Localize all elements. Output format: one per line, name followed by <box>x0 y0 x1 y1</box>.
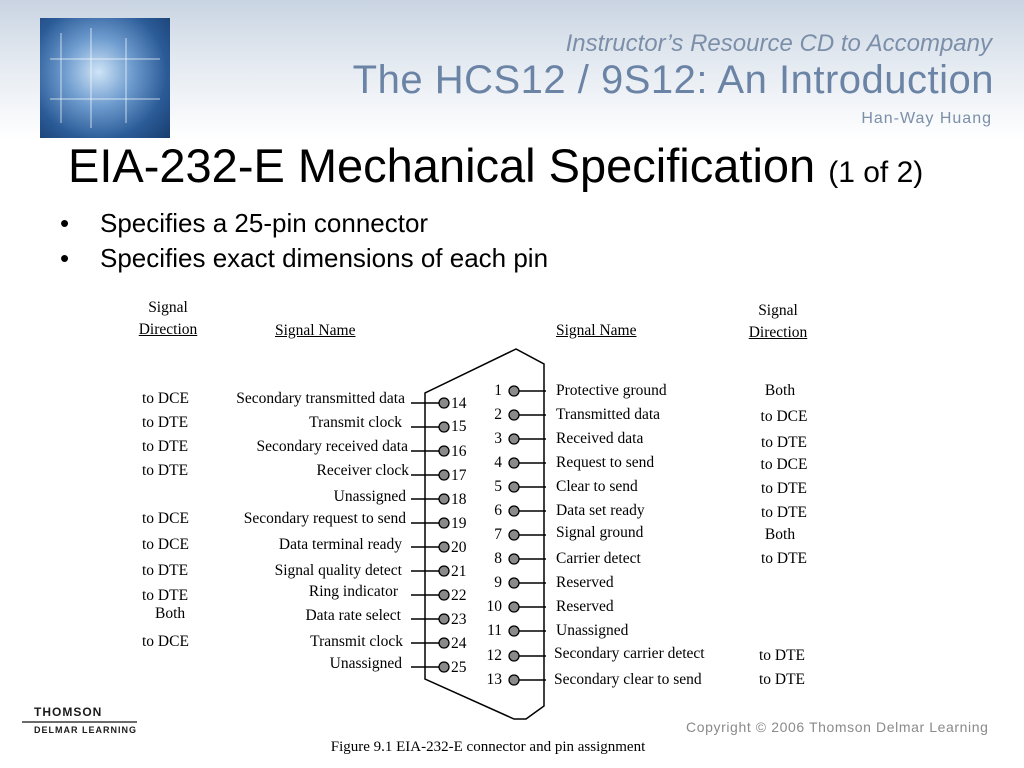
pin-contact-right <box>509 626 519 636</box>
pin-contact-left <box>439 422 449 432</box>
right-pin-name: Clear to send <box>556 478 638 495</box>
left-pin-direction: to DTE <box>142 414 189 431</box>
left-pin-name: Unassigned <box>333 488 406 505</box>
left-pin-number: 17 <box>451 467 467 484</box>
right-pin-number: 8 <box>494 550 502 567</box>
left-pin-number: 19 <box>451 515 467 532</box>
left-pin-name: Transmit clock <box>309 414 402 431</box>
pin-contact-left <box>439 398 449 408</box>
left-pin-name: Secondary request to send <box>243 510 406 527</box>
left-pin-direction: to DCE <box>142 510 189 527</box>
copyright-notice: Copyright © 2006 Thomson Delmar Learning <box>686 719 989 735</box>
right-pin-name: Reserved <box>556 574 614 591</box>
right-pin-direction: to DTE <box>758 647 806 664</box>
right-heading-signal-name: Signal Name <box>556 322 637 339</box>
pin-contact-left <box>439 614 449 624</box>
left-pin-number: 23 <box>451 611 467 628</box>
pin-contact-left <box>439 542 449 552</box>
right-pin-direction: to DCE <box>760 408 808 425</box>
right-pin-direction: to DTE <box>760 550 808 567</box>
pin-contact-right <box>509 434 519 444</box>
pin-contact-right <box>509 386 519 396</box>
right-heading-signal: Signal <box>758 302 798 319</box>
right-pin-number: 10 <box>486 598 502 615</box>
figure-caption: Figure 9.1 EIA-232-E connector and pin assignment <box>330 739 646 755</box>
pin-contact-right <box>509 482 519 492</box>
right-pin-number: 11 <box>487 622 502 639</box>
right-pin-number: 5 <box>494 478 502 495</box>
slide-title-part: (1 of 2) <box>828 156 924 189</box>
left-pin-number: 22 <box>451 587 467 604</box>
right-pin-name: Data set ready <box>556 502 645 519</box>
right-pin-direction: to DCE <box>760 456 808 473</box>
left-heading-signal-name: Signal Name <box>275 322 356 339</box>
pin-contact-right <box>509 554 519 564</box>
pin-contact-right <box>509 410 519 420</box>
right-pin-name: Carrier detect <box>556 550 641 567</box>
left-pin-direction: to DCE <box>142 633 189 650</box>
left-pin-name: Signal quality detect <box>274 562 402 579</box>
left-pin-number: 25 <box>451 659 467 676</box>
right-pin-name: Transmitted data <box>556 406 661 423</box>
right-pin-name: Secondary clear to send <box>554 671 702 688</box>
left-pin-direction: to DTE <box>142 462 189 479</box>
publisher-logo-sub: DELMAR LEARNING <box>34 725 137 735</box>
right-pin-number: 3 <box>494 430 502 447</box>
left-pin-direction: Both <box>155 605 186 622</box>
right-pin-name: Received data <box>556 430 644 447</box>
pin-contact-left <box>439 662 449 672</box>
pin-contact-left <box>439 470 449 480</box>
left-pin-direction: to DTE <box>142 438 189 455</box>
left-pin-name: Receiver clock <box>316 462 409 479</box>
left-pin-direction: to DCE <box>142 536 189 553</box>
right-heading-direction: Direction <box>748 324 808 341</box>
right-pin-direction: to DTE <box>760 480 808 497</box>
right-pin-number: 9 <box>494 574 502 591</box>
right-pin-direction: to DTE <box>760 434 808 451</box>
right-pin-number: 13 <box>486 671 502 688</box>
right-pin-number: 1 <box>494 382 502 399</box>
bullet-text: Specifies exact dimensions of each pin <box>100 243 549 273</box>
left-pin-direction: to DTE <box>142 562 189 579</box>
right-pin-name: Request to send <box>556 454 655 471</box>
header-book-title: The HCS12 / 9S12: An Introduction <box>352 58 994 102</box>
left-pin-name: Data rate select <box>305 607 401 624</box>
left-pin-number: 24 <box>451 635 467 652</box>
left-pin-number: 18 <box>451 491 467 508</box>
right-pin-number: 7 <box>494 526 502 543</box>
pin-contact-left <box>439 518 449 528</box>
right-pin-direction: Both <box>764 526 796 543</box>
right-pin-name: Reserved <box>556 598 614 615</box>
left-pin-name: Secondary received data <box>256 438 408 455</box>
left-heading-direction: Direction <box>138 321 198 338</box>
slide-title-main: EIA-232-E Mechanical Specification <box>68 139 816 192</box>
header-subtitle: Instructor’s Resource CD to Accompany <box>565 30 992 57</box>
right-pin-number: 12 <box>486 647 502 664</box>
pin-contact-left <box>439 590 449 600</box>
pin-contact-left <box>439 494 449 504</box>
right-pin-name: Protective ground <box>556 382 667 399</box>
right-pin-name: Secondary carrier detect <box>554 645 705 662</box>
pin-contact-right <box>509 506 519 516</box>
left-heading-signal: Signal <box>148 299 188 316</box>
right-pin-direction: Both <box>764 382 796 399</box>
left-pin-number: 21 <box>451 563 467 580</box>
right-pin-name: Unassigned <box>556 622 629 639</box>
left-pin-name: Ring indicator <box>308 583 398 600</box>
right-pin-direction: to DTE <box>758 671 806 688</box>
right-pin-direction: to DTE <box>760 504 808 521</box>
pin-contact-left <box>439 566 449 576</box>
left-pin-name: Secondary transmitted data <box>236 390 405 407</box>
publisher-logo-name: THOMSON <box>34 705 103 719</box>
left-pin-name: Data terminal ready <box>278 536 402 553</box>
left-pin-number: 15 <box>451 418 467 435</box>
pin-contact-right <box>509 578 519 588</box>
right-pin-number: 6 <box>494 502 502 519</box>
right-pin-number: 4 <box>494 454 502 471</box>
bullet-icon: • <box>60 208 70 238</box>
bullet-icon: • <box>60 243 70 273</box>
right-pin-number: 2 <box>494 406 502 423</box>
pin-contact-right <box>509 651 519 661</box>
header-author: Han-Way Huang <box>861 110 992 127</box>
pin-contact-right <box>509 530 519 540</box>
publisher-logo <box>22 705 137 735</box>
pin-contact-right <box>509 675 519 685</box>
left-pin-name: Transmit clock <box>310 633 403 650</box>
right-pin-name: Signal ground <box>556 524 644 541</box>
pin-contact-right <box>509 602 519 612</box>
pin-contact-left <box>439 638 449 648</box>
left-pin-number: 14 <box>451 395 467 412</box>
left-pin-number: 16 <box>451 443 467 460</box>
pin-contact-left <box>439 446 449 456</box>
left-pin-name: Unassigned <box>329 655 402 672</box>
left-pin-number: 20 <box>451 539 467 556</box>
bullet-text: Specifies a 25-pin connector <box>100 208 429 238</box>
left-pin-direction: to DCE <box>142 390 189 407</box>
left-pin-direction: to DTE <box>142 587 189 604</box>
pin-contact-right <box>509 458 519 468</box>
